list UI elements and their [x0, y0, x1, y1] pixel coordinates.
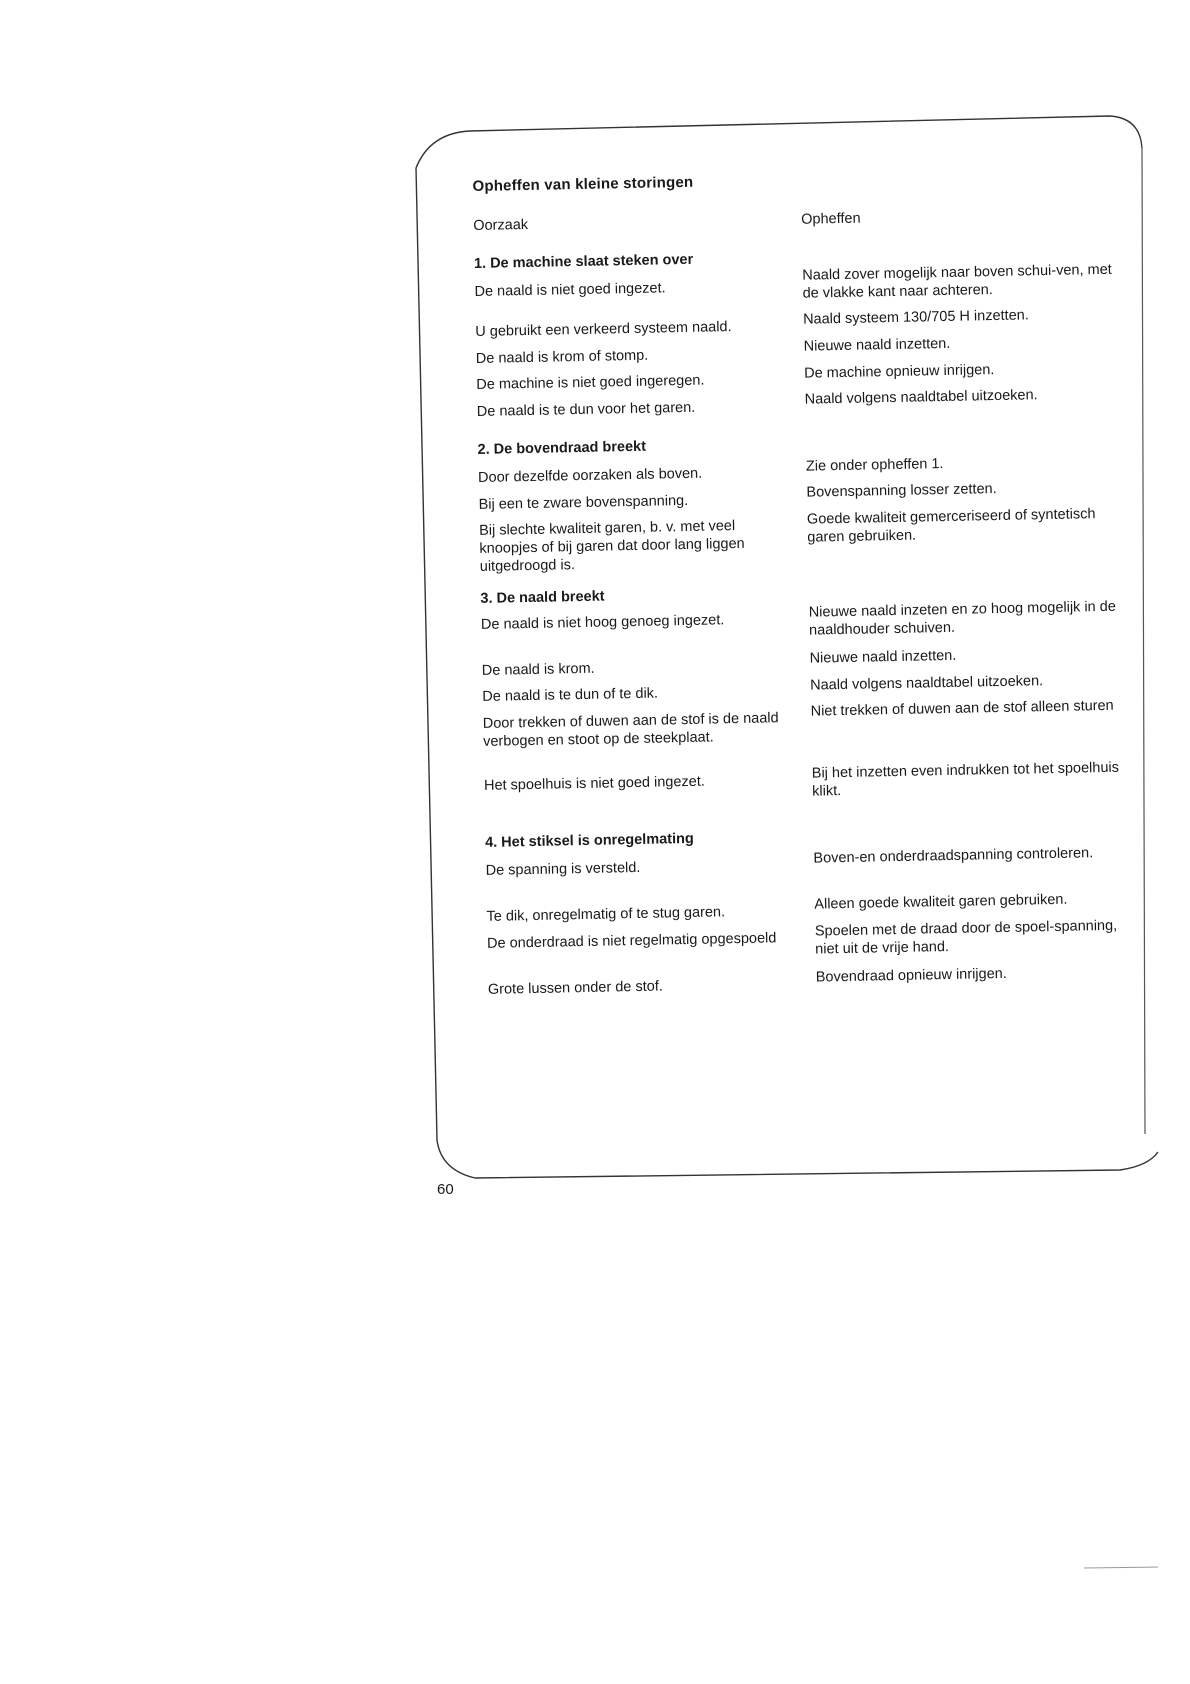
cause-1-4: De machine is niet goed ingeregen.: [476, 372, 705, 393]
remedy-3-4: Niet trekken of duwen aan de stof alleen sturen: [810, 697, 1114, 720]
scan-mark: [1084, 1567, 1158, 1568]
remedy-1-3: Nieuwe naald inzetten.: [803, 335, 951, 355]
cause-1-1: De naald is niet goed ingezet.: [474, 280, 666, 300]
remedy-3-5: Bij het inzetten even indrukken tot het spoelhuis klikt.: [811, 759, 1120, 800]
remedy-2-3: Goede kwaliteit gemerceriseerd of syntetisch garen gebruiken.: [806, 506, 1096, 546]
remedy-1-1: Naald zover mogelijk naar boven schui-ven, met de vlakke kant naar achteren.: [802, 261, 1112, 302]
cause-2-2: Bij een te zware bovenspanning.: [478, 492, 689, 513]
remedy-1-4: De machine opnieuw inrijgen.: [804, 362, 995, 382]
column-header-remedy: Opheffen: [801, 210, 861, 228]
page-title: Opheffen van kleine storingen: [472, 173, 694, 195]
remedy-4-1: Boven-en onderdraadspanning controleren.: [813, 845, 1094, 867]
remedy-3-3: Naald volgens naaldtabel uitzoeken.: [809, 673, 1044, 694]
section-4-heading: 4. Het stiksel is onregelmating: [484, 830, 694, 851]
frame-right-edge: [1142, 148, 1145, 1134]
section-1-heading: 1. De machine slaat steken over: [473, 251, 694, 272]
section-3-heading: 3. De naald breekt: [480, 588, 605, 607]
cause-4-4: Grote lussen onder de stof.: [487, 978, 663, 998]
cause-2-1: Door dezelfde oorzaken als boven.: [477, 465, 703, 486]
cause-3-5: Het spoelhuis is niet goed ingezet.: [483, 773, 706, 794]
remedy-4-3: Spoelen met de draad door de spoel-spanning, niet uit de vrije hand.: [814, 917, 1118, 958]
section-2-heading: 2. De bovendraad breekt: [477, 438, 647, 458]
remedy-1-5: Naald volgens naaldtabel uitzoeken.: [804, 387, 1038, 408]
cause-3-1: De naald is niet hoog genoeg ingezet.: [480, 612, 725, 633]
cause-3-4: Door trekken of duwen aan de stof is de naald verbogen en stoot op de steekplaat.: [482, 710, 779, 750]
cause-4-2: Te dik, onregelmatig of te stug garen.: [486, 904, 726, 925]
column-header-cause: Oorzaak: [473, 216, 529, 234]
cause-1-3: De naald is krom of stomp.: [475, 347, 649, 367]
remedy-3-1: Nieuwe naald inzeten en zo hoog mogelijk in de naaldhouder schuiven.: [808, 598, 1116, 639]
cause-1-5: De naald is te dun voor het garen.: [476, 399, 696, 420]
cause-3-3: De naald is te dun of te dik.: [482, 685, 659, 705]
cause-3-2: De naald is krom.: [481, 660, 595, 679]
cause-2-3: Bij slechte kwaliteit garen, b. v. met veel knoopjes of bij garen dat door lang liggen uitgedroogd is.: [478, 518, 745, 575]
cause-4-1: De spanning is versteld.: [485, 859, 641, 879]
remedy-4-2: Alleen goede kwaliteit garen gebruiken.: [814, 891, 1068, 913]
cause-1-2: U gebruikt een verkeerd systeem naald.: [475, 319, 732, 340]
remedy-2-2: Bovenspanning losser zetten.: [806, 480, 997, 501]
page-number: 60: [437, 1181, 454, 1198]
remedy-3-2: Nieuwe naald inzetten.: [809, 647, 957, 667]
remedy-4-4: Bovendraad opnieuw inrijgen.: [815, 965, 1007, 986]
frame-top-edge: [416, 116, 1142, 168]
remedy-1-2: Naald systeem 130/705 H inzetten.: [802, 307, 1029, 328]
remedy-2-1: Zie onder opheffen 1.: [805, 456, 944, 475]
frame-bottom-edge: [475, 1152, 1158, 1178]
cause-4-3: De onderdraad is niet regelmatig opgespoeld: [486, 930, 777, 952]
frame-left-edge: [416, 168, 475, 1178]
